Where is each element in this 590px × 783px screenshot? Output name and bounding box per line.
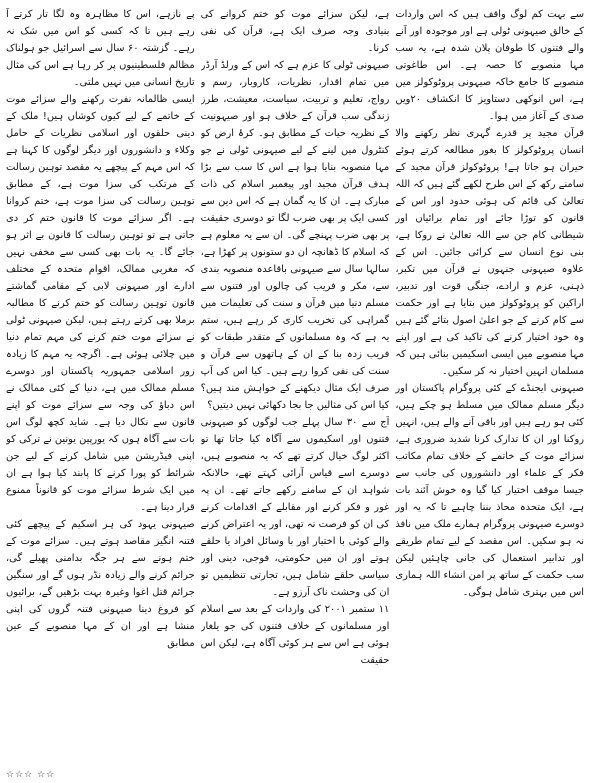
text-column-left [395,6,584,761]
paragraph: آج سے ۳۰ سال پہلے جب لوگوں کو صیہونی فتنوں اور اسکیموں سے آگاہ کیا جاتا تھا تو اکثر لوگ خیال کرتے تھے کہ یہ منصوبے ہیں، دوسرے اسے قیاس آرائی کہتے تھے، حالانکہ شواہد ان کے سامنے رکھے جاتے تھے۔ ان پہ غور و فکر کرنے اور مقابلے کے اقدامات کرنے کی ان کو فرصت نہ تھی، اور یہ اعتراض کرنے والے کوئی با اختیار اور با وسائل افراد یا حلقے ہوتے اور ان میں حکومتی، فوجی، دینی اور سیاسی حلقے شامل ہیں، تجارتی تنظیمیں تو ان کی وحشت ناک آرزو ہے۔ [200,417,390,598]
footer-ornament: ☆☆☆ ☆☆ [6,770,56,780]
paragraph: قرآن مجید پر قدرے گہری نظر رکھنے والا انسان پروٹوکولز کا بغور مطالعہ کرتے ہوئے حیران ہو جاتا ہے! پروٹوکولز قرآن مجید کے سامنے رکھ کے اس طرح لکھے گئے ہیں کہ اللہ تعالیٰ کی قائم کی ہوئی حدود اور اس کے قانون کو توڑا جائے اور تمام برائیاں اور شیطانی کام جن سے اللہ تعالیٰ نے روکا ہے، بنی نوع انسان سے کرائی جائیں۔ اس کے علاوہ صیہونی جنہوں نے قرآن میں تکبر، ذہنی، عزم و ارادے، جنگی قوت اور تدبیر، اراکین کو پروٹوکولز میں بتایا ہے اور حکمت سے کام کرنے کے جو اعلیٰ اصول بتائے گئے ہیں وہ خود اختیار کرنے کی تاکید کی ہے اور اپنے مہا منصوبے میں ایسی اسکیمیں بنائی ہیں کہ مسلمان انہیں اختیار نہ کر سکیں۔ [395,128,585,377]
paragraph: ہے، لیکن سزائے موت کو ختم کروانے کی بنیادی وجہ صرف ایک ہے، قرآن کی نفی کرنا۔ [200,9,390,54]
paragraph: صیہونی یہود کی ہر اسکیم کے پیچھے کئی فتنہ انگیز مقاصد ہوتے ہیں۔ سزائے موت کے ختم ہونے سے ہر جگہ بدامنی پھیلے گی، جرائم کرنے والے زیادہ نڈر ہوں گے اور سنگین جرائم قتل اغوا وغیرہ بہت بڑھیں گے، برائیوں کو فروغ دینا صیہونی فتنہ گروں کی اپنی منشا ہے اور ان کے مہا منصوبے کے عین مطابق [6,519,195,649]
paragraph: سے بہت کم لوگ واقف ہیں کہ اس واردات کے خالق صیہونی ٹولی ہے اور موجودہ اور آنے والے فتنوں کا طوفان پلان شدہ ہے، یہ سب مہا منصوبے کا حصہ ہے۔ اس طاغوتی منصوبے کا جامع خاکہ صیہونی پروٹوکولز میں ہے، اس انوکھی دستاویز کا انکشاف ۲۰ویں صدی کے آغاز میں ہوا۔ [395,9,585,122]
paragraph: ایسی ظالمانہ نفرت رکھنے والے سزائے موت کے خاتمے کے لیے کیوں کوشاں ہیں! ملک کے دینی حلقوں اور اسلامی نظریات کے حامل وکلاء و دانشوروں اور دیگر لوگوں کا کہنا ہے کہ اس مہم کے پیچھے یہ مقصد توہین رسالت کے مرتکب کی سزا موت ہے، کے مطابق توہین رسالت کی سزا موت ہے، ختم کروانا ہے۔ اگر سزائے موت کا قانون ختم کر دی جاتی ہے تو توہین رسالت کا قانون بے اثر ہو جائے گا۔ یہ بات بھی کسی سے مخفی نہیں کہ مغربی ممالک، اقوام متحدہ کے مختلف ادارے اور صیہونی لابی کے مقامی گماشتے قانون توہین رسالت کو ختم کرنے کا مطالبہ برملا بھی کرتے رہتے ہیں، لیکن صیہونی ٹولی نے سزائے موت ختم کرنے کی مہم تمام دنیا میں چلائی ہوئی ہے۔ اگرچہ یہ مہم کا زیادہ زور اسلامی جمہوریہ پاکستان اور دوسرے مسلم ممالک میں ہے، دنیا کے کئی ممالک نے اس دباؤ کی وجہ سے سزائے موت کو اپنے قانون سے نکال دیا ہے۔ شاید کچھ لوگ اس بات سے آگاہ ہوں کہ یورپین یونین نے ترکی کو اپنی فیڈریشن میں شامل کرنے کے لیے جن شرائط کو پورا کرنے کا پابند کیا ہوا ہے ان میں ایک شرط سزائے موت کو قانوناً ممنوع قرار دینا ہے۔ [6,94,195,513]
paragraph: پے نازہے، اس کا مظاہرہ وہ لگا تار کرتے آ رہے ہیں تا کہ کسی کو اس میں شک نہ رہے۔ گزشتہ ۶۰ سال سے اسرائیل جو ہولناک مظالم فلسطینیوں پر کر رہا ہے اس کی مثال تاریخ انسانی میں نہیں ملتی۔ [6,9,195,88]
text-column-right [6,6,195,761]
text-column-middle [201,6,390,761]
paragraph: صیہونی ٹولی کا عزم ہے کہ اس کے ورلڈ آرڈر میں تمام اقدار، نظریات، کاروبار، رسم و رواج، تعلیم و تربیت، سیاست، معیشت، طرز زندگی سب قرآن کے خلاف ہو اور صیہونیت کے نظریہ حیات کے مطابق ہو۔ کرۂ ارض کو کنٹرول میں لینے کے لیے صیہونی ٹولی نے جو مہا منصوبہ بنایا ہوا ہے اس کا سب سے بڑا ہدف قرآن مجید اور پیغمبر اسلام کی ذات مبارک ہے۔ ان کا یہ گمان ہے کہ اس دین سے کسی ایک پر بھی ضرب لگا تو دوسری حقیقت پر بھی ضرب پہنچے گی۔ ان سے یہ معلوم ہے کہ اسلام کا ڈھانچہ ان دو ستونوں پر کھڑا ہے، سالہا سال سے صیہونی باقاعدہ منصوبہ بندی سے، مکر و فریب کی چالوں اور فتنوں سے مسلم دنیا میں قرآن و سنت کی تعلیمات میں گمراہی کی تخریب کاری کر رہے ہیں، ستم یہ ہے کہ وہ مسلمانوں کے متقدر طبقات کو فریب زدہ بنا کے ان کے ہاتھوں سے قرآن و سنت کی نفی کروا رہے ہیں۔ کیا اس کی آپ صرف ایک مثال دیکھنے کے خواہش مند ہیں؟ کیا اس کی مثالیں جا بجا دکھائی نہیں دیتیں؟ [200,60,390,411]
paragraph: ۱۱ ستمبر ۲۰۰۱ کی واردات کے بعد سے اسلام اور مسلمانوں کے خلاف فتنوں کی جو یلغار ہوئی ہے اس سے ہر کوئی آگاہ ہے، لیکن اس حقیقت [200,604,390,666]
paragraph: صیہونی ایجنڈے کے کئی پروگرام پاکستان اور دیگر مسلم ممالک میں مسلط ہو چکے ہیں، کئی ہو رہے ہیں اور باقی آنے والے ہیں، انہیں روکنا اور ان کا تدارک کرنا شدید ضروری ہے، سزائے موت کے خاتمے کے خلاف تمام مکاتب فکر کے علماء اور دانشوروں کی جانب سے جیسا موقف اختیار کیا گیا وہ خوش آئند بات ہے، ایک متحدہ محاذ بننا چاہیے تا کہ یہ اور دوسرے صیہونی پروگرام ہمارے ملک میں نافذ نہ ہو سکیں۔ اس مقصد کے لیے تمام طریقے اور تدابیر استعمال کی جانی چاہئیں لیکن سب حکمت کے ساتھ پر امن انشاء اللہ ہماری اس میں بہتری شامل ہوگی۔ [395,383,585,598]
